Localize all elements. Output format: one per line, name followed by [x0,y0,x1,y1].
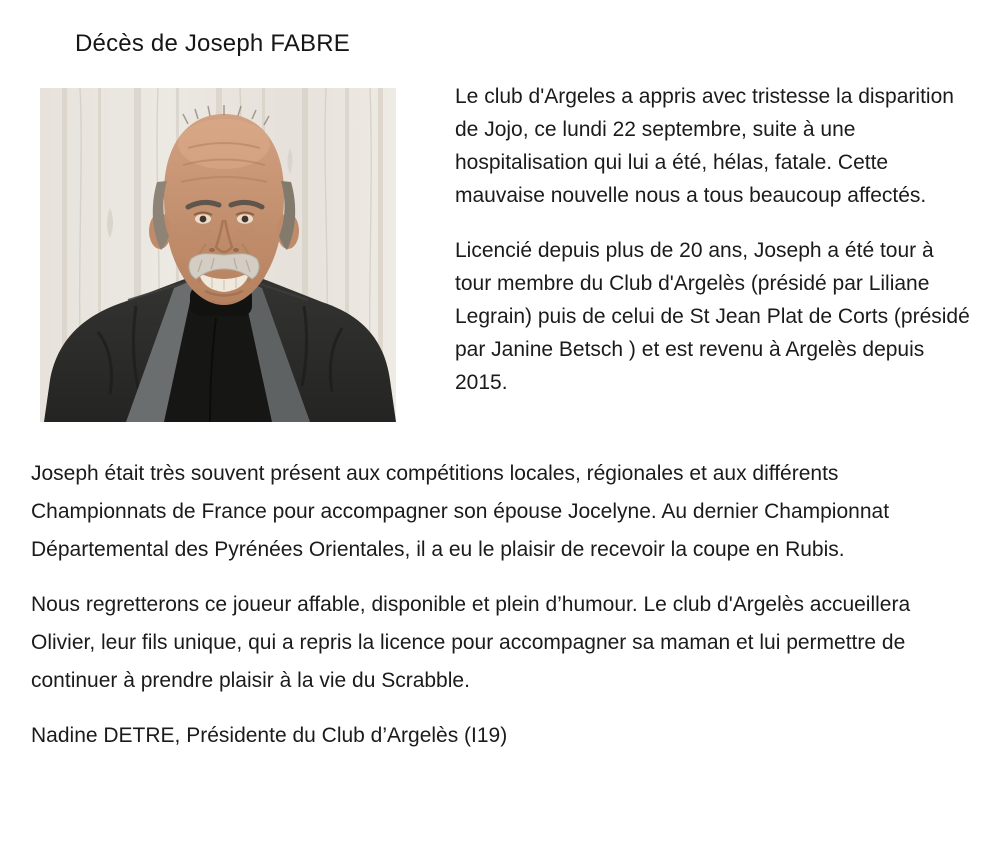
photo-and-intro-row [31,85,975,422]
intro-paragraph-2: Licencié depuis plus de 20 ans, Joseph a été tour à tour membre du Club d'Argelès (présidé par Liliane Legrain) puis de celui de St Jean Plat de Corts (présidé par Janine Betsch ) et est revenu à Argelès depuis 2015. [455,239,970,394]
portrait-photo [40,88,396,422]
page-title: Décès de Joseph FABRE [75,30,351,57]
intro-column [455,80,975,422]
intro-paragraph-1: Le club d'Argeles a appris avec tristesse la disparition de Jojo, ce lundi 22 septembre, suite à une hospitalisation qui lui a été, hélas, fatale. Cette mauvaise nouvelle nous a tous beaucoup affectés. [455,85,954,207]
signature-line: Nadine DETRE, Présidente du Club d’Argelès (I19) [31,724,508,747]
portrait-photo-illustration [40,88,396,422]
article-body [31,455,975,755]
body-paragraph-2: Nous regretterons ce joueur affable, disponible et plein d’humour. Le club d'Argelès accueillera Olivier, leur fils unique, qui a repris la licence pour accompagner sa maman et lui permettre de continuer à prendre plaisir à la vie du Scrabble. [31,593,911,692]
body-paragraph-1: Joseph était très souvent présent aux compétitions locales, régionales et aux différents Championnats de France pour accompagner son épouse Jocelyne. Au dernier Championnat Départemental des Pyrénées Orientales, il a eu le plaisir de recevoir la coupe en Rubis. [31,462,890,561]
